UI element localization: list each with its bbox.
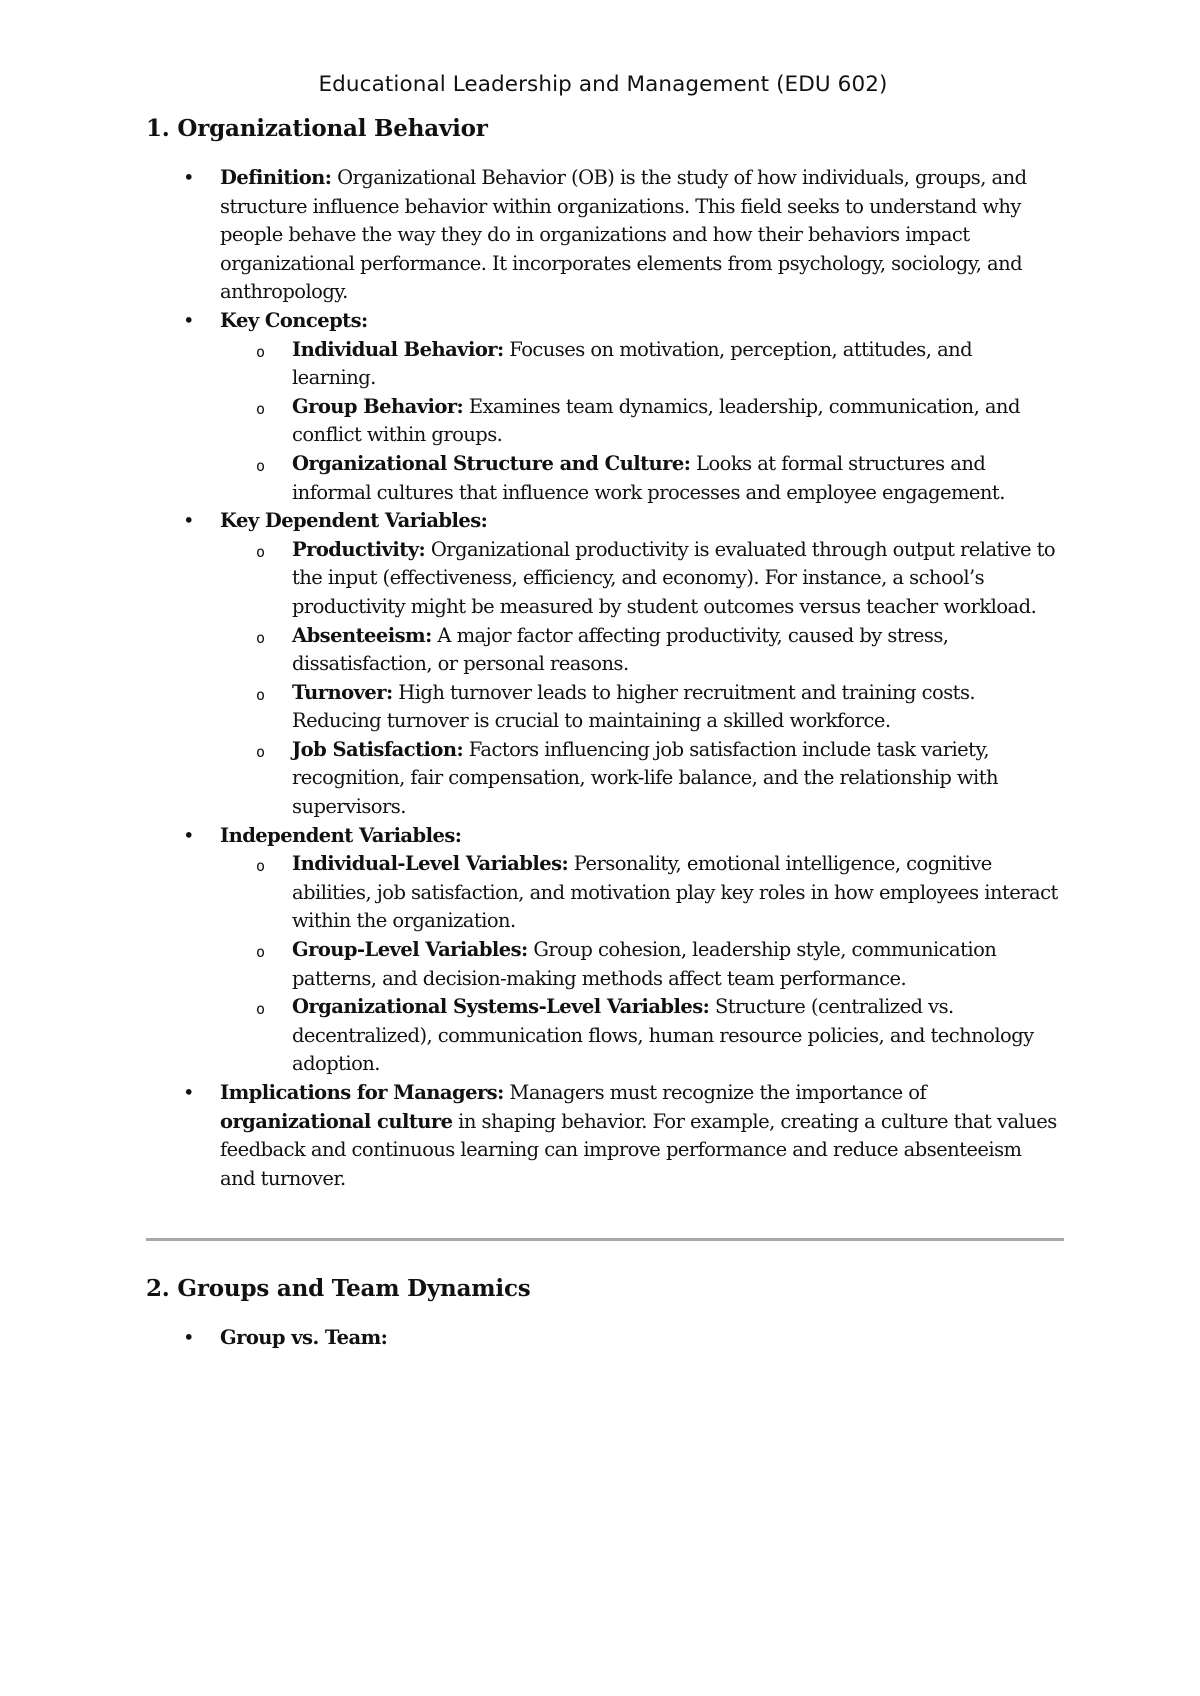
item-text: in shaping behavior. For example, creating a culture that values feedback and continuous learning can improve performance and reduce absenteeism and turnover.: [220, 1109, 1057, 1190]
item-label: Absenteeism:: [292, 623, 432, 647]
key-concepts-sublist: [146, 336, 1060, 508]
item-text: A major factor affecting productivity, caused by stress, dissatisfaction, or personal reasons.: [292, 623, 949, 676]
item-label: Group Behavior:: [292, 394, 464, 418]
item-label: Organizational Systems-Level Variables:: [292, 995, 710, 1019]
sub-item-group-level: [220, 936, 1060, 993]
section-2-heading: 2. Groups and Team Dynamics: [146, 1275, 531, 1303]
list-item-definition: [146, 164, 1060, 307]
sub-item-productivity: [220, 536, 1060, 622]
section-1-heading: 1. Organizational Behavior: [146, 115, 488, 142]
sub-item-individual-level: [220, 850, 1060, 936]
sub-item-structure-culture: [220, 450, 1060, 507]
list-item-independent-variables: [146, 822, 1060, 1079]
item-label: Definition:: [220, 166, 332, 189]
item-text: Structure (centralized vs. decentralized), communication flows, human resource policies, and technology adoption.: [292, 995, 1034, 1076]
item-label: Individual-Level Variables:: [292, 852, 569, 876]
item-text: Managers must recognize the importance of: [503, 1081, 927, 1104]
item-text: Examines team dynamics, leadership, communication, and conflict within groups.: [292, 394, 1020, 447]
item-label: Independent Variables:: [220, 823, 462, 847]
item-text: Group cohesion, leadership style, communication patterns, and decision-making methods affect team performance.: [292, 938, 997, 990]
item-label: Organizational Structure and Culture:: [292, 451, 691, 475]
sub-item-systems-level: [220, 993, 1060, 1079]
sub-item-job-satisfaction: [220, 736, 1060, 822]
list-item-implications: [146, 1079, 1060, 1193]
item-emphasis: organizational culture: [220, 1109, 453, 1133]
item-label: Job Satisfaction:: [292, 737, 464, 761]
sub-item-group-behavior: [220, 393, 1060, 450]
item-label: Group-Level Variables:: [292, 938, 528, 962]
item-label: Turnover:: [292, 680, 393, 704]
item-text: High turnover leads to higher recruitment and training costs. Reducing turnover is crucial to maintaining a skilled workforce.: [292, 680, 976, 733]
list-item-key-concepts: [146, 307, 1060, 507]
list-item-group-vs-team: [146, 1324, 1060, 1353]
section-1-list: [146, 164, 1060, 1193]
sub-item-individual-behavior: [220, 336, 1060, 393]
sub-item-turnover: [220, 679, 1060, 736]
dependent-variables-sublist: [146, 536, 1060, 822]
item-text: Personality, emotional intelligence, cognitive abilities, job satisfaction, and motivation play key roles in how employees interact within the organization.: [292, 852, 1058, 933]
item-text: Organizational Behavior (OB) is the study of how individuals, groups, and structure influence behavior within organizations. This field seeks to understand why people behave the way they do in organizations and how their behaviors impact organizational performance. It incorporates elements from psychology, sociology, and anthropology.: [220, 166, 1027, 304]
section-2-list: [146, 1324, 1060, 1353]
horizontal-rule: [146, 1238, 1064, 1241]
item-label: Productivity:: [292, 537, 426, 561]
document-title: Educational Leadership and Management (EDU 602): [318, 72, 888, 97]
item-label: Key Dependent Variables:: [220, 509, 488, 533]
item-text: Organizational productivity is evaluated through output relative to the input (effectiveness, efficiency, and economy). For instance, a school’s productivity might be measured by student outcomes versus teacher workload.: [292, 537, 1056, 618]
sub-item-absenteeism: [220, 622, 1060, 679]
independent-variables-sublist: [146, 850, 1060, 1079]
item-label: Key Concepts:: [220, 308, 368, 332]
item-label: Implications for Managers:: [220, 1081, 504, 1104]
item-text: Factors influencing job satisfaction include task variety, recognition, fair compensation, work-life balance, and the relationship with supervisors.: [292, 737, 999, 819]
item-label: Group vs. Team:: [220, 1326, 388, 1350]
item-label: Individual Behavior:: [292, 337, 504, 361]
item-text: Focuses on motivation, perception, attitudes, and learning.: [292, 337, 973, 390]
list-item-dependent-variables: [146, 507, 1060, 822]
item-text: Looks at formal structures and informal cultures that influence work processes and employee engagement.: [292, 451, 1005, 504]
